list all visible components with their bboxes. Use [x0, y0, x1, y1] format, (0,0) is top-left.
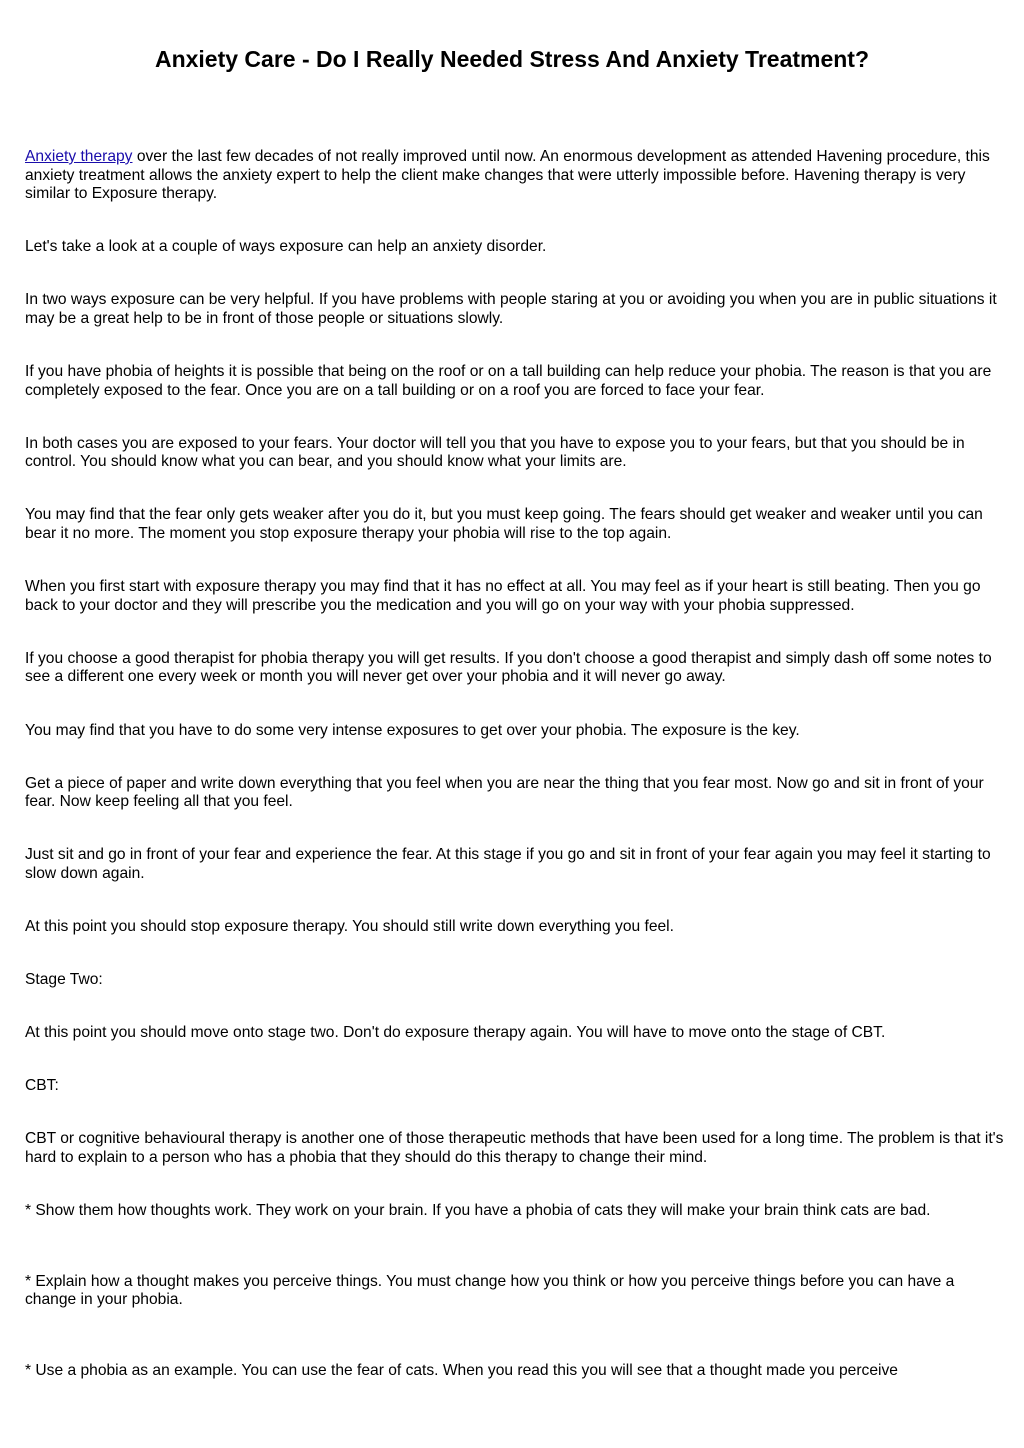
paragraph: In both cases you are exposed to your fears. Your doctor will tell you that you have to expose you to your fears, but that you should be in control. You should know what you can bear, and you should know what your limits are.: [25, 434, 965, 471]
section-heading-cbt: CBT:: [25, 1077, 59, 1095]
anxiety-therapy-link[interactable]: Anxiety therapy: [25, 148, 133, 165]
list-item: * Use a phobia as an example. You can use the fear of cats. When you read this you will see that a thought made you perceive: [25, 1361, 898, 1379]
list-item: * Explain how a thought makes you perceive things. You must change how you think or how you perceive things before you can have a change in your phobia.: [25, 1272, 955, 1309]
paragraph: You may find that the fear only gets weaker after you do it, but you must keep going. The fears should get weaker and weaker until you can bear it no more. The moment you stop exposure therapy your phobia will rise to the top again.: [25, 506, 983, 543]
paragraph: Just sit and go in front of your fear and experience the fear. At this stage if you go and sit in front of your fear again you may feel it starting to slow down again.: [25, 846, 991, 882]
article-body: [25, 148, 1005, 1380]
intro-text: over the last few decades of not really improved until now. An enormous development as attended Havening procedure, this anxiety treatment allows the anxiety expert to help the client make changes that were utterly impossible before. Havening therapy is very similar to Exposure therapy.: [25, 148, 990, 203]
paragraph: When you first start with exposure therapy you may find that it has no effect at all. You may feel as if your heart is still beating. Then you go back to your doctor and they will prescribe you the medication and you will go on your way with your phobia suppressed.: [25, 578, 981, 614]
paragraph: If you choose a good therapist for phobia therapy you will get results. If you don't choose a good therapist and simply dash off some notes to see a different one every week or month you will never get over your phobia and it will never go away.: [25, 649, 992, 686]
paragraph: You may find that you have to do some very intense exposures to get over your phobia. The exposure is the key.: [25, 721, 800, 739]
paragraph: Let's take a look at a couple of ways exposure can help an anxiety disorder.: [25, 238, 547, 256]
intro-paragraph: [25, 148, 1005, 204]
paragraph: In two ways exposure can be very helpful. If you have problems with people staring at you or avoiding you when you are in public situations it may be a great help to be in front of those people or situations slowly.: [25, 291, 997, 327]
section-heading-stage-two: Stage Two:: [25, 971, 103, 989]
paragraph: If you have phobia of heights it is possible that being on the roof or on a tall building can help reduce your phobia. The reason is that you are completely exposed to the fear. Once you are on a tall building or on a roof you are forced to face your fear.: [25, 363, 992, 399]
paragraph: CBT or cognitive behavioural therapy is another one of those therapeutic methods that have been used for a long time. The problem is that it's hard to explain to a person who has a phobia that they should do this therapy to change their mind.: [25, 1130, 1004, 1166]
paragraph: At this point you should move onto stage two. Don't do exposure therapy again. You will have to move onto the stage of CBT.: [25, 1024, 886, 1042]
paragraph: At this point you should stop exposure therapy. You should still write down everything you feel.: [25, 917, 674, 935]
paragraph: Get a piece of paper and write down everything that you feel when you are near the thing that you fear most. Now go and sit in front of your fear. Now keep feeling all that you feel.: [25, 774, 984, 811]
list-item: * Show them how thoughts work. They work on your brain. If you have a phobia of cats they will make your brain think cats are bad.: [25, 1202, 931, 1220]
page-title: Anxiety Care - Do I Really Needed Stress And Anxiety Treatment?: [154, 46, 870, 72]
